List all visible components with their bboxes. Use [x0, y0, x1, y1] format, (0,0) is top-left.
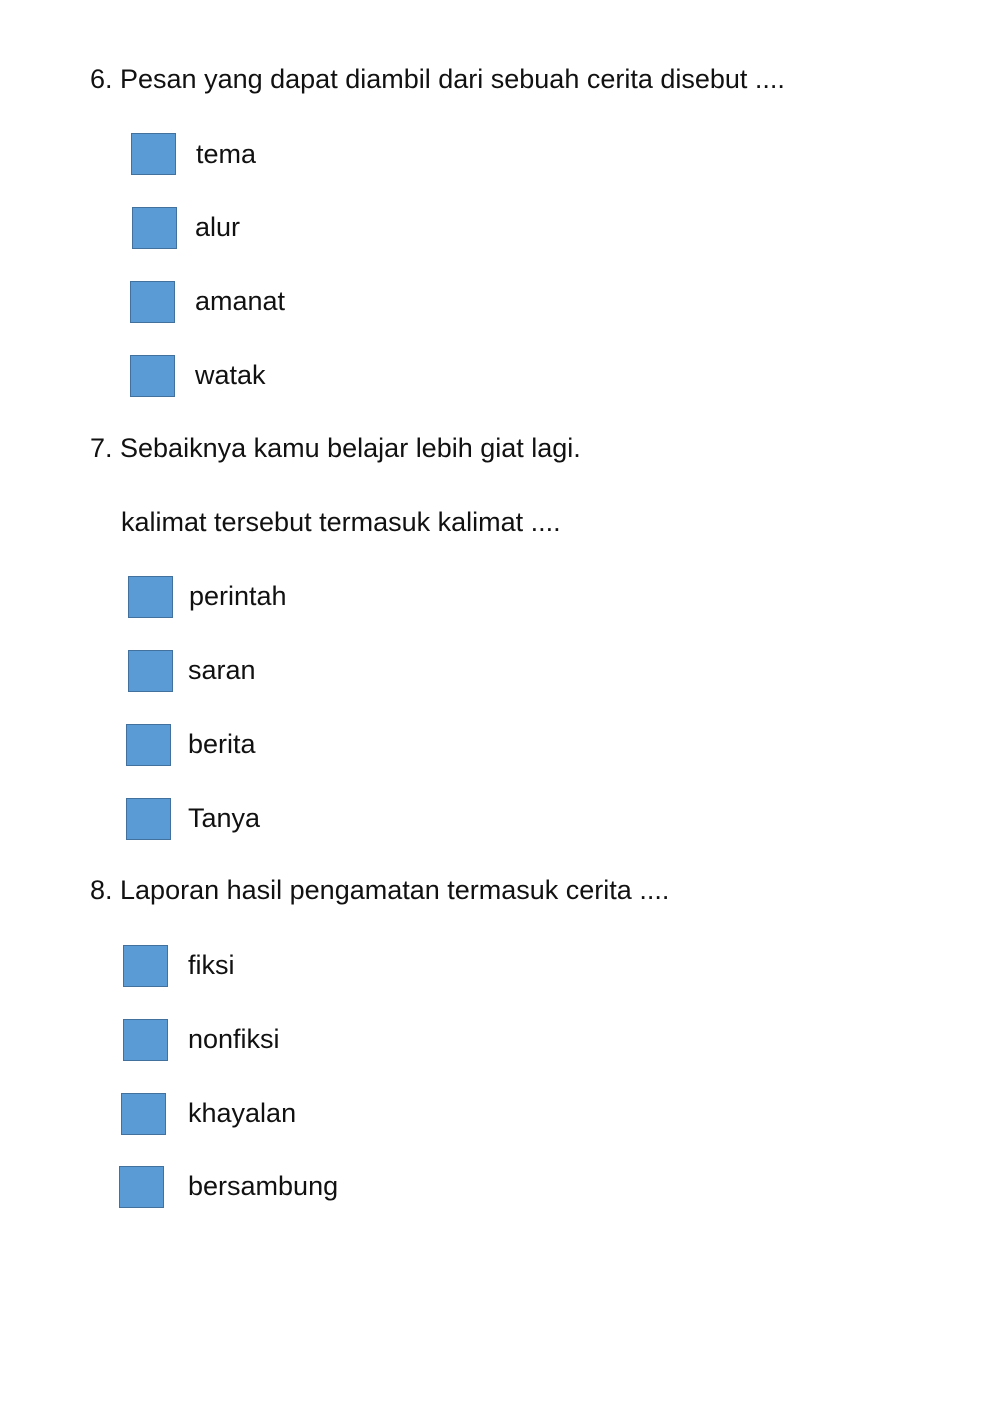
option-7d-label: Tanya: [188, 803, 261, 833]
option-8c-checkbox[interactable]: [121, 1093, 166, 1135]
option-6d-checkbox[interactable]: [130, 355, 175, 397]
question-7-text: 7. Sebaiknya kamu belajar lebih giat lagi.: [90, 433, 581, 463]
option-7a-label: perintah: [189, 581, 287, 611]
option-6d-label: watak: [195, 360, 266, 390]
option-7c-checkbox[interactable]: [126, 724, 171, 766]
option-8b-label: nonfiksi: [188, 1024, 280, 1054]
option-8d-checkbox[interactable]: [119, 1166, 164, 1208]
question-8-text: 8. Laporan hasil pengamatan termasuk cerita ....: [90, 875, 670, 905]
question-6-text: 6. Pesan yang dapat diambil dari sebuah cerita disebut ....: [90, 64, 785, 94]
option-7c-label: berita: [188, 729, 256, 759]
option-8a-label: fiksi: [188, 950, 235, 980]
option-7a-checkbox[interactable]: [128, 576, 173, 618]
option-6c-label: amanat: [195, 286, 286, 316]
option-8c-label: khayalan: [188, 1098, 297, 1128]
option-7d-checkbox[interactable]: [126, 798, 171, 840]
option-7b-label: saran: [188, 655, 256, 685]
option-7b-checkbox[interactable]: [128, 650, 173, 692]
option-6b-checkbox[interactable]: [132, 207, 177, 249]
option-6a-checkbox[interactable]: [131, 133, 176, 175]
question-7-text-line2: kalimat tersebut termasuk kalimat ....: [121, 507, 561, 537]
option-8d-label: bersambung: [188, 1171, 339, 1201]
option-6a-label: tema: [196, 139, 257, 169]
option-6b-label: alur: [195, 212, 241, 242]
option-8a-checkbox[interactable]: [123, 945, 168, 987]
option-6c-checkbox[interactable]: [130, 281, 175, 323]
option-8b-checkbox[interactable]: [123, 1019, 168, 1061]
